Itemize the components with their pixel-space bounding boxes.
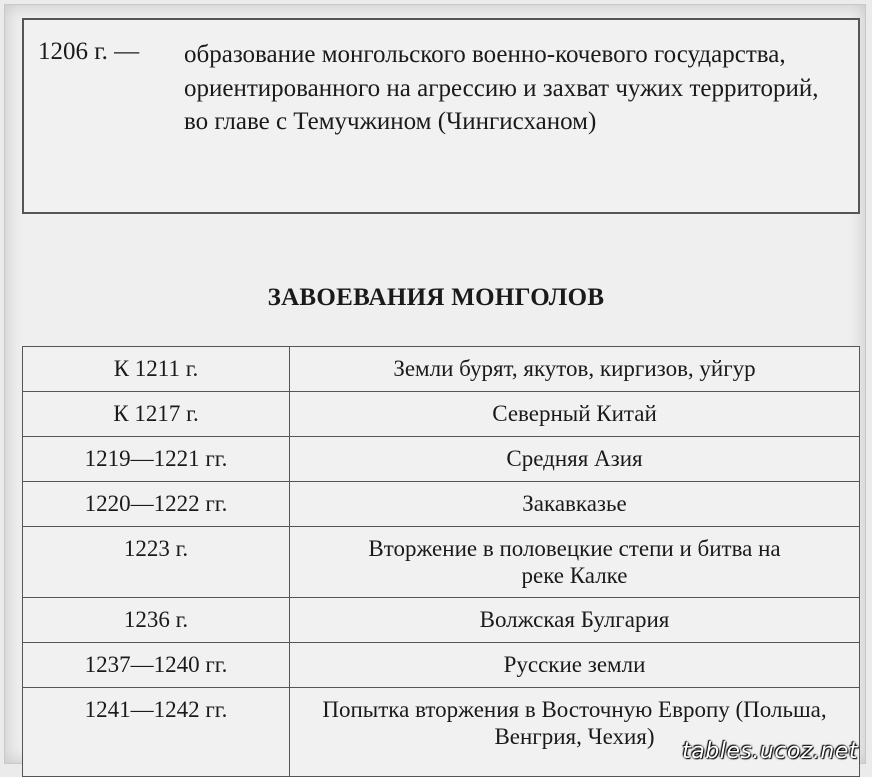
- event-cell: Северный Китай: [290, 392, 860, 437]
- date-cell: 1223 г.: [23, 527, 290, 598]
- conquests-table: [22, 346, 860, 777]
- intro-text: образование монгольского военно-кочевого государства, ориентированного на агрессию и захват чужих территорий, во главе с Темучжином (Чингисханом): [184, 41, 819, 135]
- date-cell: 1219—1221 гг.: [23, 437, 290, 482]
- event-cell: Закавказье: [290, 482, 860, 527]
- date-cell: 1220—1222 гг.: [23, 482, 290, 527]
- event-cell: Земли бурят, якутов, киргизов, уйгур: [290, 347, 860, 392]
- table-row: [23, 437, 860, 482]
- table-row: [23, 527, 860, 598]
- table-row: [23, 347, 860, 392]
- event-cell: Русские земли: [290, 643, 860, 688]
- table-row: [23, 392, 860, 437]
- date-cell: К 1217 г.: [23, 392, 290, 437]
- event-cell: Попытка вторжения в Восточную Европу (Польша, Венгрия, Чехия): [290, 688, 860, 777]
- event-cell: Вторжение в половецкие степи и битва на реке Калке: [290, 527, 860, 598]
- date-cell: 1237—1240 гг.: [23, 643, 290, 688]
- watermark: tables.ucoz.net: [682, 739, 858, 764]
- table-row: [23, 482, 860, 527]
- event-cell: Волжская Булгария: [290, 598, 860, 643]
- intro-year: 1206 г. —: [38, 38, 140, 65]
- event-cell: Средняя Азия: [290, 437, 860, 482]
- table-row: [23, 643, 860, 688]
- date-cell: 1236 г.: [23, 598, 290, 643]
- table-row: [23, 598, 860, 643]
- date-cell: К 1211 г.: [23, 347, 290, 392]
- section-title: ЗАВОЕВАНИЯ МОНГОЛОВ: [267, 284, 605, 311]
- date-cell: 1241—1242 гг.: [23, 688, 290, 777]
